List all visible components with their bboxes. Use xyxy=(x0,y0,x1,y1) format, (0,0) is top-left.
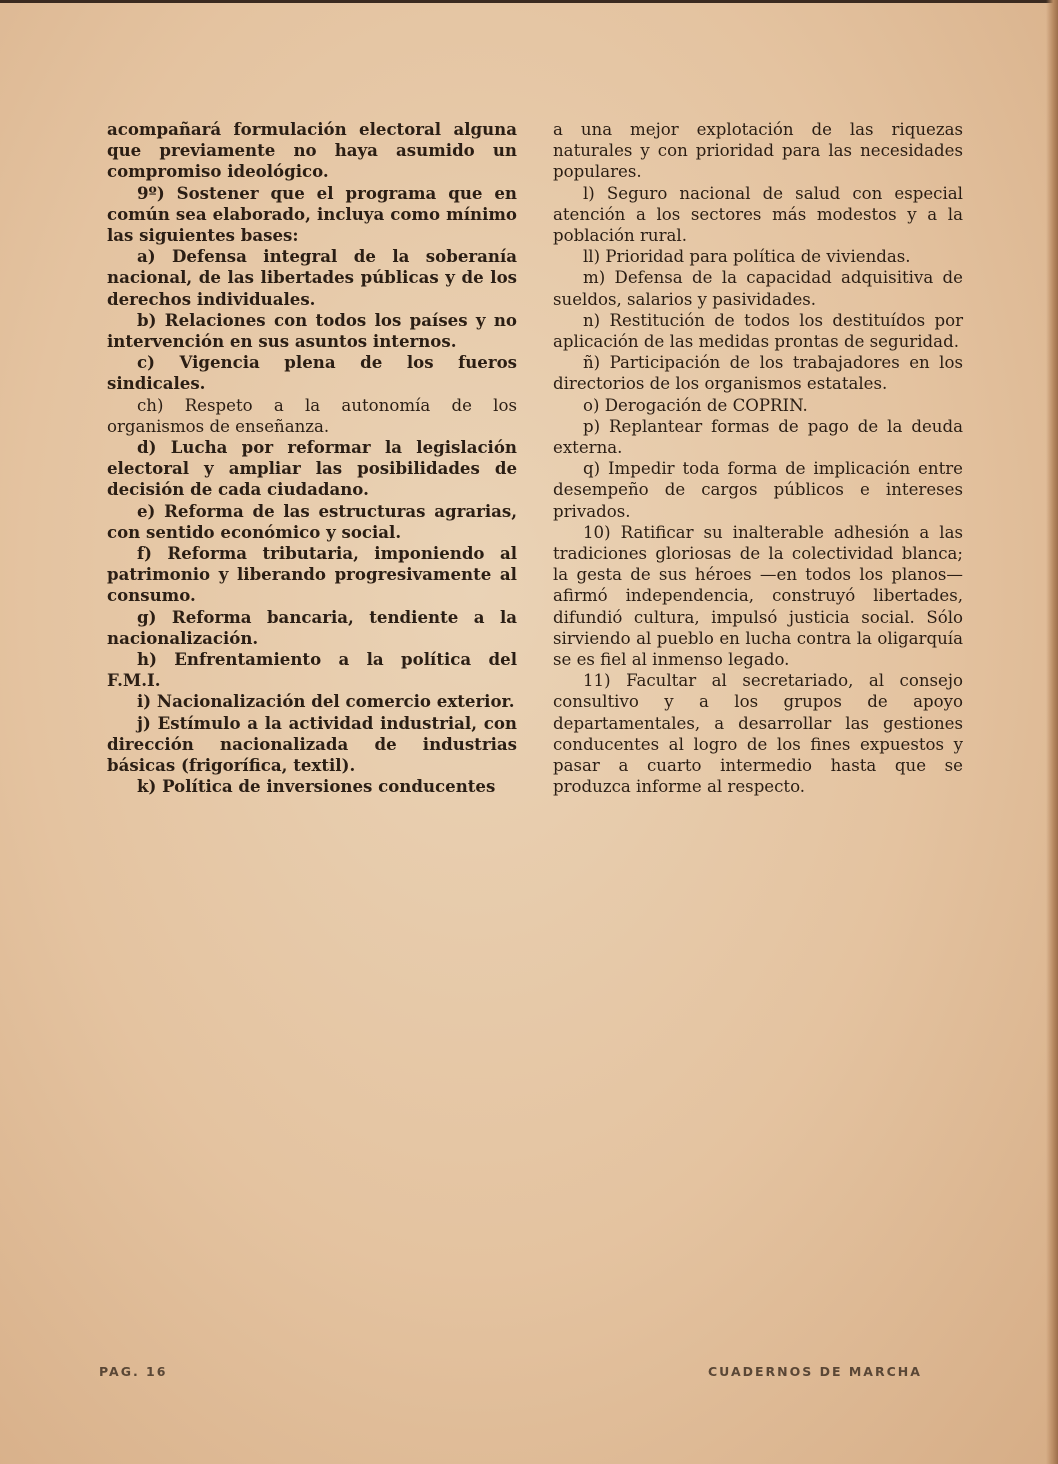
list-item: h) Enfrentamiento a la política del F.M.I. xyxy=(107,649,517,691)
paragraph: a una mejor explotación de las riquezas naturales y con prioridad para las necesidades populares. xyxy=(553,120,963,182)
left-text-column xyxy=(107,119,517,798)
paragraph: 9º) Sostener que el programa que en común sea elaborado, incluya como mínimo las siguientes bases: xyxy=(107,182,517,246)
list-item: c) Vigencia plena de los fueros sindicales. xyxy=(107,352,517,394)
paragraph: acompañará formulación electoral alguna que previamente no haya asumido un compromiso ideológico. xyxy=(107,119,517,182)
list-item: j) Estímulo a la actividad industrial, con dirección nacionalizada de industrias básicas (frigorífica, textil). xyxy=(107,712,517,776)
list-item: ñ) Participación de los trabajadores en los directorios de los organismos estatales. xyxy=(553,353,963,394)
list-item: ll) Prioridad para política de viviendas. xyxy=(583,247,911,267)
list-item: d) Lucha por reformar la legislación electoral y ampliar las posibilidades de decisión de cada ciudadano. xyxy=(107,437,517,500)
list-item: n) Restitución de todos los destituídos por aplicación de las medidas prontas de seguridad. xyxy=(553,310,963,352)
page-number: PAG. 16 xyxy=(99,1364,168,1379)
page-right-edge xyxy=(1046,0,1058,1464)
paragraph: 11) Facultar al secretariado, al consejo consultivo y a los grupos de apoyo departamentales, a desarrollar las gestiones conducentes al logro de los fines expuestos y pasar a cuarto intermedio hasta que se produzca informe al respecto. xyxy=(553,671,963,797)
list-item: f) Reforma tributaria, imponiendo al patrimonio y liberando progresivamente al consumo. xyxy=(107,543,517,606)
list-item: e) Reforma de las estructuras agrarias, con sentido económico y social. xyxy=(107,500,517,542)
page-top-edge xyxy=(0,0,1058,3)
list-item: o) Derogación de COPRIN. xyxy=(583,395,808,415)
list-item: q) Impedir toda forma de implicación entre desempeño de cargos públicos e intereses privados. xyxy=(553,459,963,521)
list-item: k) Política de inversiones conducentes xyxy=(137,776,496,797)
list-item: l) Seguro nacional de salud con especial atención a los sectores más modestos y a la población rural. xyxy=(553,183,963,246)
list-item: p) Replantear formas de pago de la deuda externa. xyxy=(553,416,963,458)
list-item: b) Relaciones con todos los países y no intervención en sus asuntos internos. xyxy=(107,309,517,352)
right-text-column xyxy=(553,119,963,798)
list-item: g) Reforma bancaria, tendiente a la nacionalización. xyxy=(107,606,517,648)
list-item: a) Defensa integral de la soberanía nacional, de las libertades públicas y de los derechos individuales. xyxy=(107,246,517,309)
list-item: i) Nacionalización del comercio exterior. xyxy=(137,691,515,712)
paragraph: 10) Ratificar su inalterable adhesión a las tradiciones gloriosas de la colectividad blanca; la gesta de sus héroes —en todos los planos— afirmó independencia, construyó libertades, difundió cultura, impulsó justicia social. Sólo sirviendo al pueblo en lucha contra la oligarquía se es fiel al inmenso legado. xyxy=(553,522,963,670)
publication-name: CUADERNOS DE MARCHA xyxy=(708,1364,922,1379)
list-item: m) Defensa de la capacidad adquisitiva de sueldos, salarios y pasividades. xyxy=(553,268,963,309)
list-item: ch) Respeto a la autonomía de los organismos de enseñanza. xyxy=(107,395,517,436)
